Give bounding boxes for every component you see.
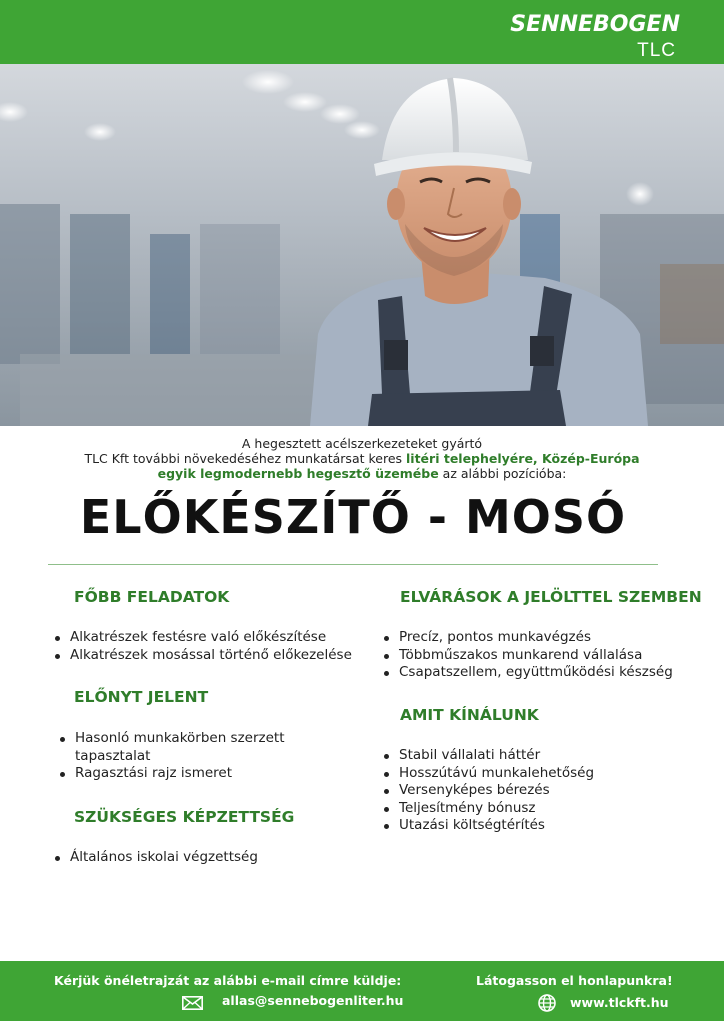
section-title-offer: AMIT KÍNÁLUNK — [400, 706, 539, 724]
list-item: Többműszakos munkarend vállalása — [381, 647, 701, 665]
education-list — [52, 849, 352, 867]
visit-text: Látogasson el honlapunkra! — [476, 973, 673, 988]
logo-wordmark: SENNEBOGEN — [510, 12, 680, 37]
section-title-education: SZÜKSÉGES KÉPZETTSÉG — [74, 808, 295, 826]
sennebogen-logo — [510, 12, 680, 61]
tasks-list — [52, 629, 372, 664]
globe-icon — [538, 994, 556, 1012]
list-item: Precíz, pontos munkavégzés — [381, 629, 701, 647]
section-title-tasks: FŐBB FELADATOK — [74, 588, 230, 606]
intro-line-2-plain: TLC Kft további növekedéséhez munkatársat keres — [84, 451, 407, 466]
website-link[interactable]: www.tlckft.hu — [570, 995, 669, 1010]
worker-photo-illustration — [0, 64, 724, 426]
logo-subtitle: TLC — [637, 40, 676, 61]
apply-text: Kérjük önéletrajzát az alábbi e-mail címre küldje: — [54, 973, 402, 988]
intro-line-3-plain: az alábbi pozícióba: — [438, 466, 567, 481]
job-title: ELŐKÉSZÍTŐ - MOSÓ — [79, 490, 627, 544]
mail-icon — [182, 996, 203, 1010]
footer-bar — [0, 961, 724, 1021]
email-link[interactable]: allas@sennebogenliter.hu — [222, 993, 404, 1008]
advantage-list — [57, 730, 307, 783]
intro-line-3 — [40, 466, 684, 481]
list-item: Alkatrészek festésre való előkészítése — [52, 629, 372, 647]
section-title-advantage: ELŐNYT JELENT — [74, 688, 209, 706]
list-item: Hosszútávú munkalehetőség — [381, 765, 701, 783]
list-item: Alkatrészek mosással történő előkezelése — [52, 647, 372, 665]
list-item: Teljesítmény bónusz — [381, 800, 701, 818]
list-item: Hasonló munkakörben szerzett tapasztalat — [57, 730, 307, 765]
section-title-requirements: ELVÁRÁSOK A JELÖLTTEL SZEMBEN — [400, 588, 702, 606]
header-bar — [0, 0, 724, 64]
intro-line-1: A hegesztett acélszerkezeteket gyártó — [241, 436, 483, 451]
intro-line-2-bold: litéri telephelyére, Közép-Európa — [406, 451, 640, 466]
list-item: Versenyképes bérezés — [381, 782, 701, 800]
list-item: Általános iskolai végzettség — [52, 849, 352, 867]
list-item: Stabil vállalati háttér — [381, 747, 701, 765]
list-item: Ragasztási rajz ismeret — [57, 765, 307, 783]
list-item: Utazási költségtérítés — [381, 817, 701, 835]
divider — [48, 564, 658, 565]
list-item: Csapatszellem, együttműködési készség — [381, 664, 701, 682]
intro-line-2 — [40, 451, 684, 466]
intro-text — [40, 436, 684, 481]
intro-line-3-bold: egyik legmodernebb hegesztő üzemébe — [157, 466, 439, 481]
requirements-list — [381, 629, 701, 682]
offer-list — [381, 747, 701, 835]
hero-photo — [0, 64, 724, 426]
